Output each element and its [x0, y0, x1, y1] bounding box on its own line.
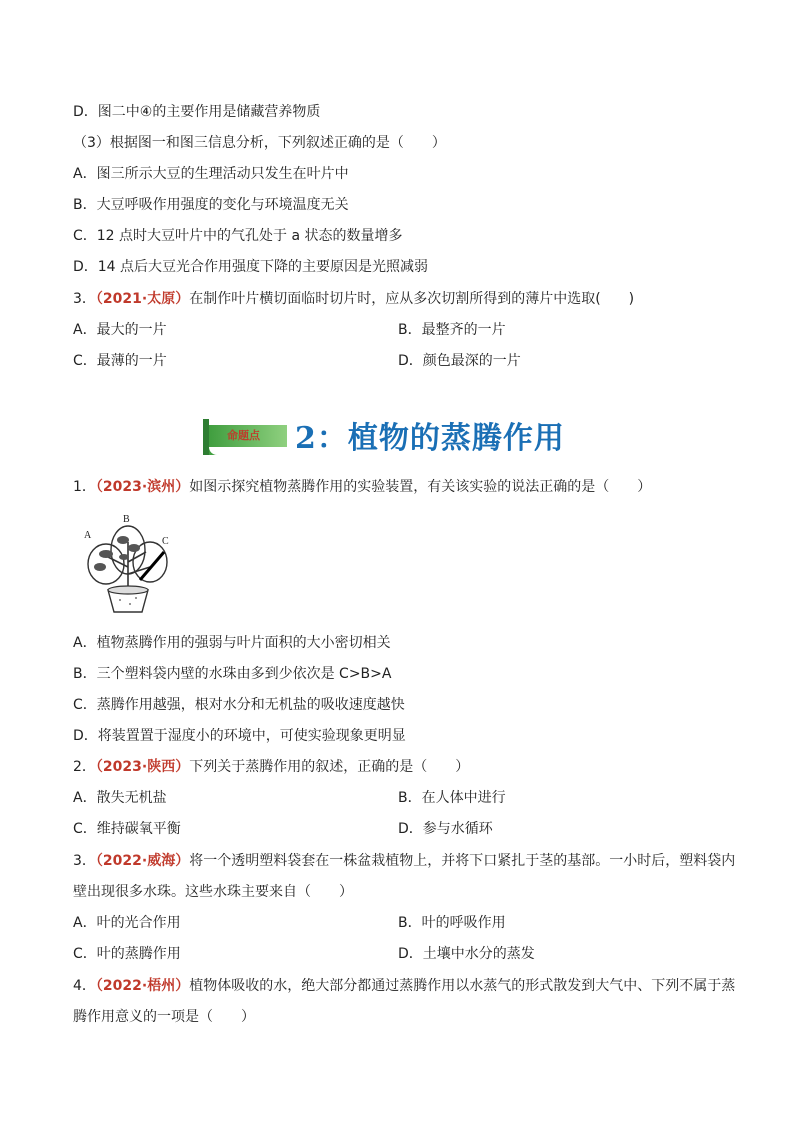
- option-d: D．颜色最深的一片: [398, 353, 521, 369]
- question-number: 2．: [73, 759, 96, 775]
- option-b: B．在人体中进行: [398, 790, 506, 806]
- question-text-continued: 壁出现很多水珠。这些水珠主要来自（ ）: [73, 884, 353, 900]
- option-d: D．14 点后大豆光合作用强度下降的主要原因是光照减弱: [73, 259, 429, 275]
- question-text: 如图示探究植物蒸腾作用的实验装置，有关该实验的说法正确的是（ ）: [189, 479, 652, 495]
- question-source: （2021·太原）: [95, 291, 190, 307]
- question-source: （2023·滨州）: [95, 479, 190, 495]
- figure-label-c: C: [162, 536, 169, 547]
- question-number: 1．: [73, 479, 96, 495]
- option-d: D．参与水循环: [398, 821, 493, 837]
- question-source: （2023·陕西）: [95, 759, 190, 775]
- option-b: B．叶的呼吸作用: [398, 915, 506, 931]
- question-source: （2022·梧州）: [95, 978, 190, 994]
- option-c: C．维持碳氧平衡: [73, 821, 181, 837]
- transpiration-experiment-figure: [78, 512, 178, 615]
- option-a: A．散失无机盐: [73, 790, 167, 806]
- option-d: D．将装置置于湿度小的环境中，可使实验现象更明显: [73, 728, 406, 744]
- question-stem: [73, 757, 469, 777]
- question-stem: [73, 289, 634, 309]
- option-a: A．叶的光合作用: [73, 915, 181, 931]
- option-d-previous: D．图二中④的主要作用是储藏营养物质: [73, 104, 321, 120]
- option-c: C．最薄的一片: [73, 353, 167, 369]
- question-stem: [73, 976, 735, 996]
- figure-label-b: B: [123, 514, 130, 525]
- question-stem: [73, 851, 735, 871]
- option-a: A．最大的一片: [73, 322, 167, 338]
- question-number: 3．: [73, 291, 96, 307]
- option-b: B．最整齐的一片: [398, 322, 506, 338]
- option-b: B．三个塑料袋内壁的水珠由多到少依次是 C>B>A: [73, 666, 392, 682]
- option-c: C．叶的蒸腾作用: [73, 946, 181, 962]
- question-3-sub-stem: （3）根据图一和图三信息分析，下列叙述正确的是（ ）: [73, 135, 446, 151]
- question-number: 4．: [73, 978, 96, 994]
- section-banner: [203, 419, 603, 463]
- question-text-continued: 腾作用意义的一项是（ ）: [73, 1009, 255, 1025]
- option-d: D．土壤中水分的蒸发: [398, 946, 535, 962]
- banner-tag: 命题点: [227, 429, 260, 442]
- question-source: （2022·威海）: [95, 853, 190, 869]
- question-text: 下列关于蒸腾作用的叙述，正确的是（ ）: [189, 759, 470, 775]
- section-title: 2：植物的蒸腾作用: [295, 421, 565, 456]
- option-b: B．大豆呼吸作用强度的变化与环境温度无关: [73, 197, 349, 213]
- figure-label-a: A: [84, 530, 92, 541]
- question-text: 在制作叶片横切面临时切片时，应从多次切割所得到的薄片中选取( ): [189, 291, 635, 307]
- question-stem: [73, 477, 651, 497]
- option-a: A．图三所示大豆的生理活动只发生在叶片中: [73, 166, 349, 182]
- question-text: 将一个透明塑料袋套在一株盆栽植物上，并将下口紧扎于茎的基部。一小时后，塑料袋内: [189, 853, 736, 869]
- question-number: 3．: [73, 853, 96, 869]
- option-c: C．蒸腾作用越强，根对水分和无机盐的吸收速度越快: [73, 697, 405, 713]
- question-text: 植物体吸收的水，绝大部分都通过蒸腾作用以水蒸气的形式散发到大气中、下列不属于蒸: [189, 978, 736, 994]
- option-c: C．12 点时大豆叶片中的气孔处于 a 状态的数量增多: [73, 228, 403, 244]
- option-a: A．植物蒸腾作用的强弱与叶片面积的大小密切相关: [73, 635, 391, 651]
